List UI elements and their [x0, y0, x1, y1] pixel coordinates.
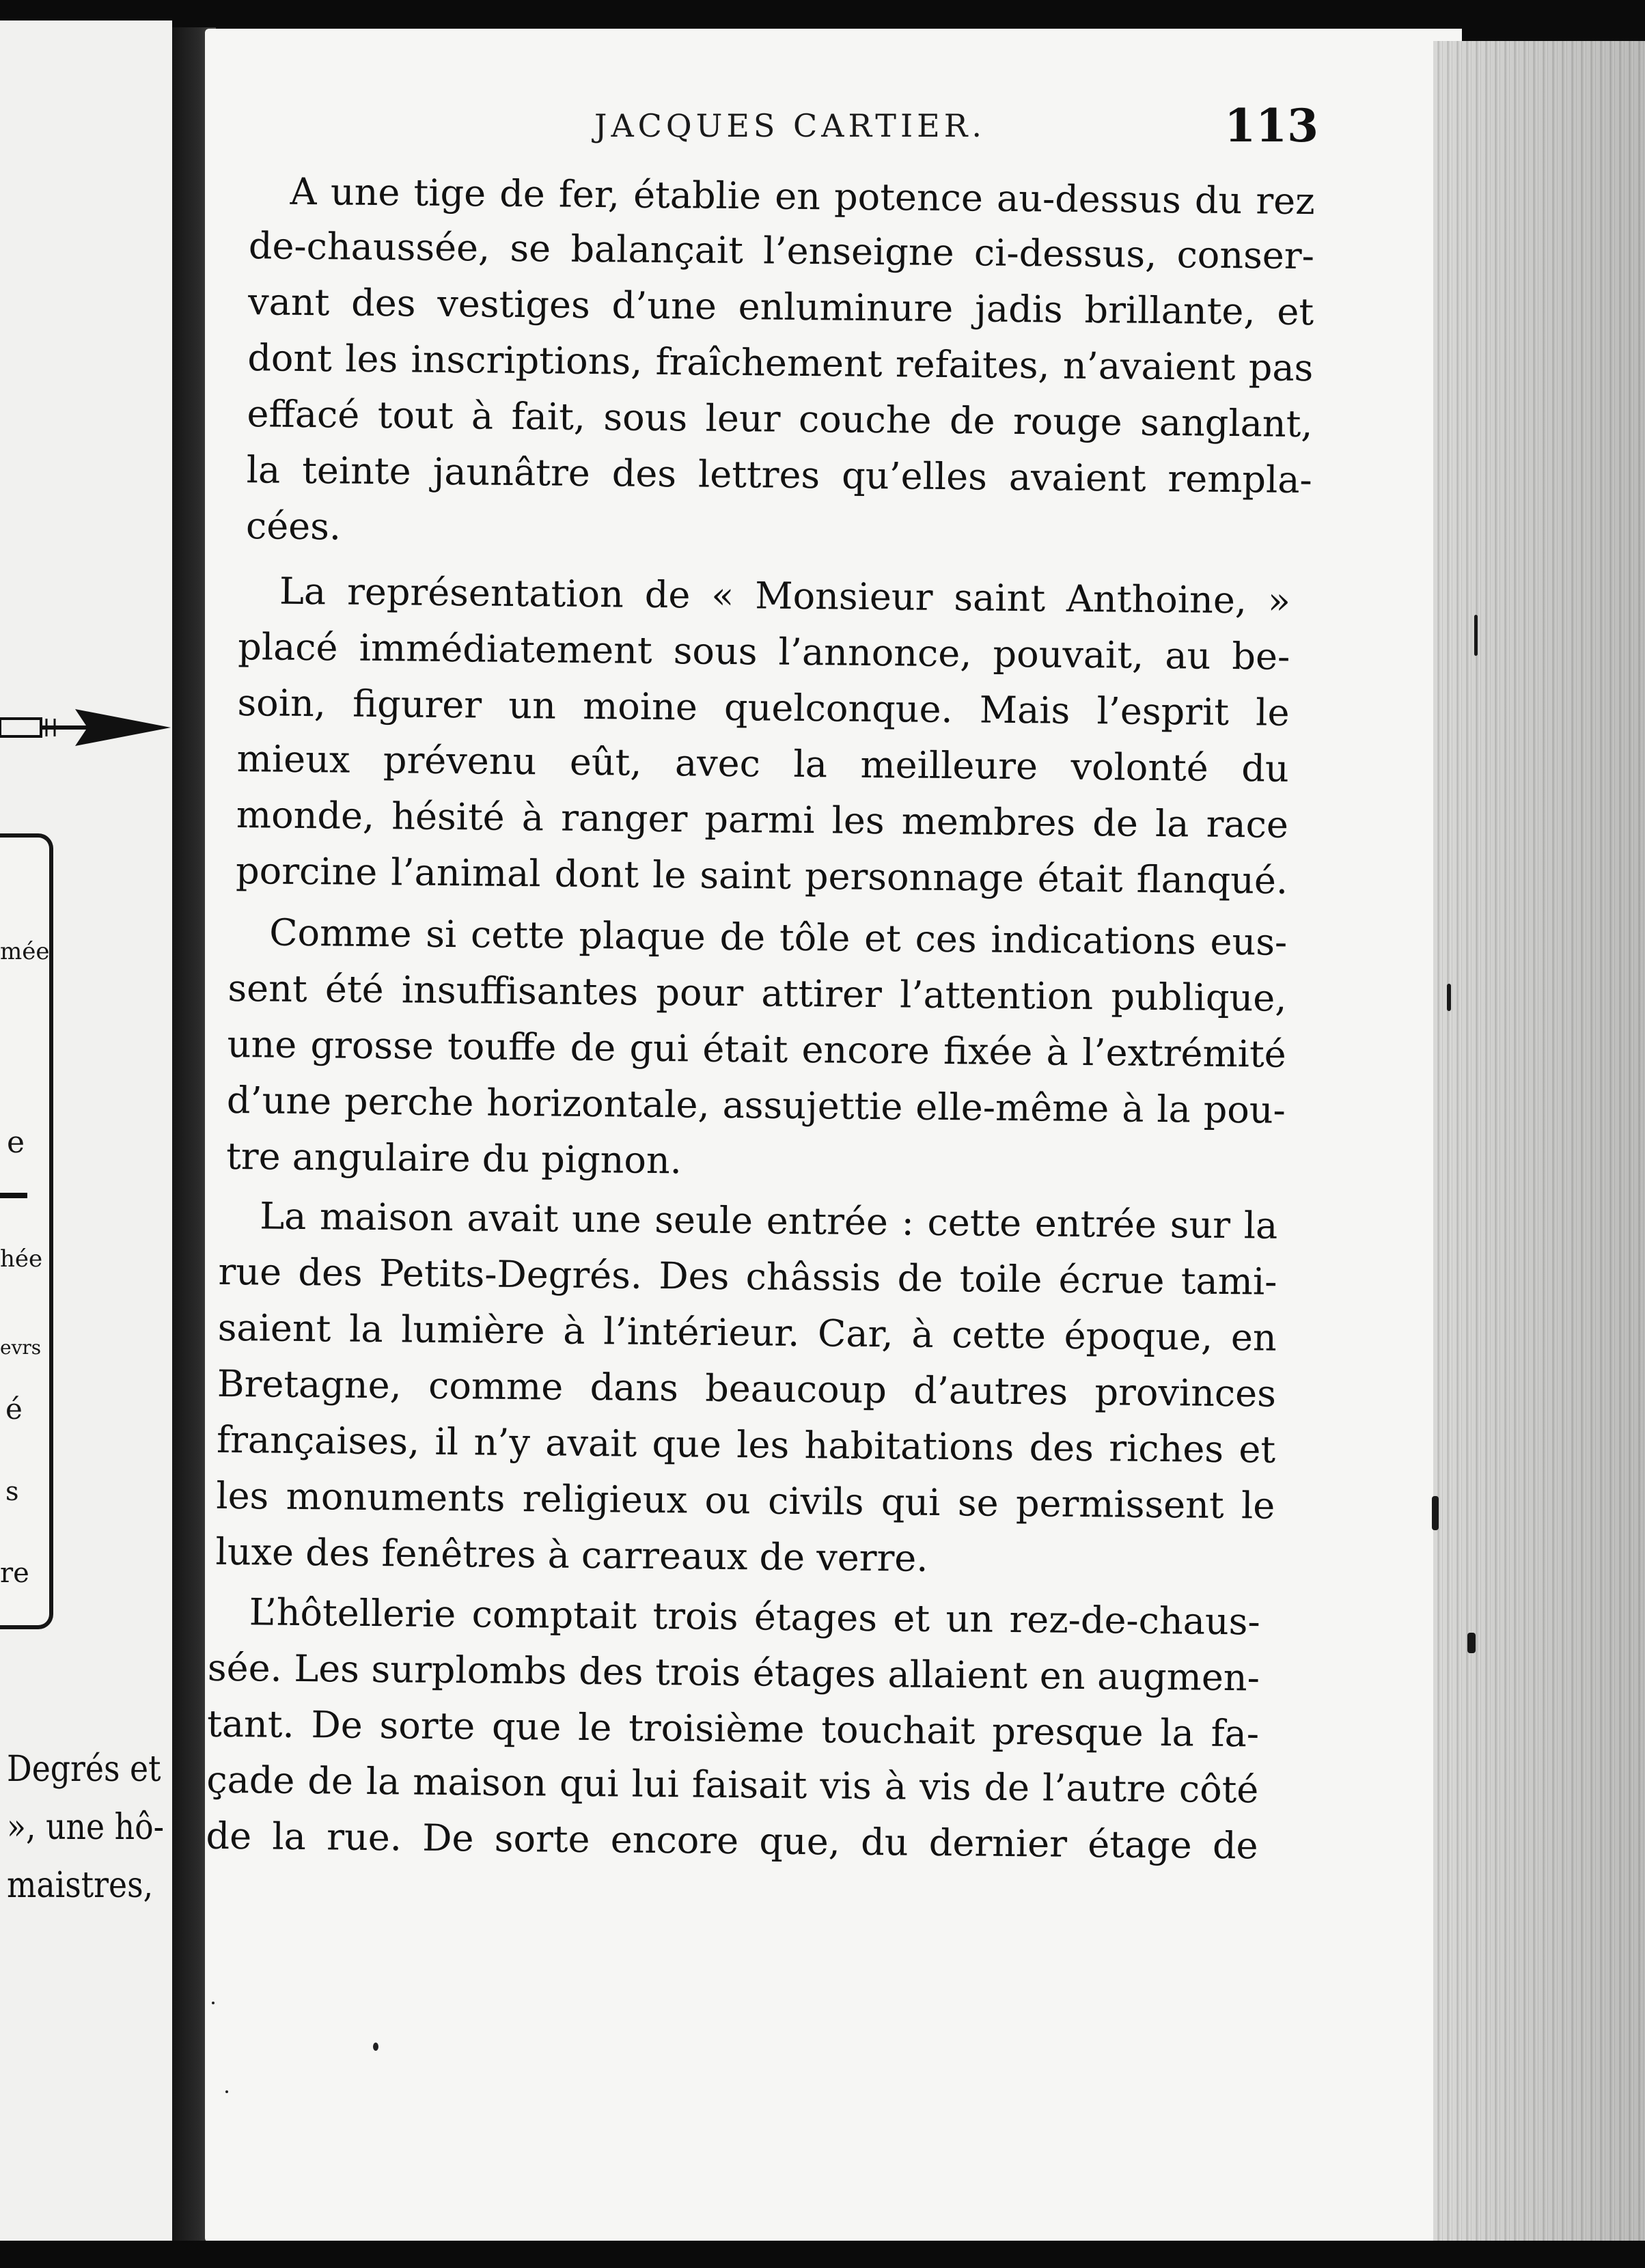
text-line: porcine l’animal dont le saint personnage était flanqué. — [235, 849, 1288, 902]
text-line: Bretagne, comme dans beaucoup d’autres provinces — [217, 1361, 1277, 1415]
text-line: luxe des fenêtres à carreaux de verre. — [215, 1530, 928, 1580]
edge-mark — [1474, 615, 1478, 656]
text-line: une grosse touffe de gui était encore fixée à l’extrémité — [227, 1022, 1286, 1076]
text-line: de la rue. De sorte encore que, du dernier étage de — [206, 1814, 1258, 1868]
text-line: tre angulaire du pignon. — [225, 1134, 682, 1183]
text-line: la teinte jaunâtre des lettres qu’elles avaient rempla- — [246, 448, 1313, 502]
edge-mark — [1432, 1496, 1439, 1530]
page-header — [389, 99, 1318, 154]
page-number: 113 — [1224, 99, 1318, 152]
text-line: mieux prévenu eût, avec la meilleure volonté du — [236, 737, 1289, 790]
text-line: La représentation de « Monsieur saint Anthoine, » — [279, 569, 1291, 622]
poster-text: hée — [0, 1245, 43, 1273]
text-line: sée. Les surplombs des trois étages allaient en augmen- — [207, 1646, 1260, 1700]
text-line: placé immédiatement sous l’annonce, pouvait, au be- — [238, 625, 1290, 678]
text-line: Comme si cette plaque de tôle et ces indications eus- — [268, 911, 1288, 964]
poster-text: evrs — [0, 1336, 42, 1359]
text-line: les monuments religieux ou civils qui se permissent le — [216, 1474, 1275, 1527]
left-text-line: maistres, — [7, 1865, 154, 1906]
poster-text: re — [0, 1558, 29, 1589]
paper-speck — [373, 2043, 378, 2051]
page-edges — [1433, 41, 1645, 2268]
text-line: monde, hésité à ranger parmi les membres de la race — [236, 793, 1289, 846]
edge-mark — [1467, 1633, 1476, 1653]
scan-bottom-border — [0, 2241, 1645, 2268]
text-line: soin, figurer un moine quelconque. Mais l’esprit le — [237, 681, 1290, 734]
running-title: JACQUES CARTIER. — [594, 107, 986, 144]
text-line: sent été insuffisantes pour attirer l’attention publique, — [227, 966, 1287, 1020]
paper-speck — [225, 2090, 228, 2093]
text-line: L’hôtellerie comptait trois étages et un rez-de-chaus- — [249, 1590, 1260, 1644]
poster-fragment — [0, 833, 53, 1629]
text-line: vant des vestiges d’une enluminure jadis brillante, et — [247, 280, 1314, 334]
text-line: La maison avait une seule entrée : cette entrée sur la — [260, 1194, 1278, 1247]
text-line: françaises, il n’y avait que les habitations des riches et — [216, 1418, 1276, 1471]
poster-text: mée — [0, 938, 50, 965]
text-line: cées. — [245, 504, 342, 549]
poster-text: e — [7, 1125, 25, 1160]
poster-rule — [0, 1193, 27, 1198]
text-line: dont les inscriptions, fraîchement refaites, n’avaient pas — [247, 336, 1314, 390]
text-line: d’une perche horizontale, assujettie elle-même à la pou- — [226, 1078, 1286, 1132]
text-line: effacé tout à fait, sous leur couche de rouge sanglant, — [247, 392, 1313, 446]
text-line: A une tige de fer, établie en potence au-dessus du rez — [290, 169, 1315, 223]
text-line: çade de la maison qui lui faisait vis à vis de l’autre côté — [206, 1758, 1259, 1812]
edge-mark — [1447, 984, 1451, 1011]
text-line: de-chaussée, se balançait l’enseigne ci-dessus, conser- — [248, 224, 1315, 278]
arrow-icon — [0, 704, 171, 751]
body-text — [206, 169, 1329, 2025]
left-text-line: Degrés et — [7, 1749, 161, 1790]
text-line: tant. De sorte que le troisième touchait presque la fa- — [206, 1702, 1260, 1756]
poster-text: s — [5, 1476, 19, 1506]
text-line: saient la lumière à l’intérieur. Car, à cette époque, en — [217, 1305, 1277, 1359]
paper-speck — [212, 2002, 215, 2004]
text-line: rue des Petits-Degrés. Des châssis de toile écrue tami- — [218, 1249, 1277, 1303]
left-facing-page — [0, 20, 172, 2248]
left-text-line: », une hô- — [7, 1807, 165, 1848]
poster-text: é — [5, 1392, 23, 1426]
